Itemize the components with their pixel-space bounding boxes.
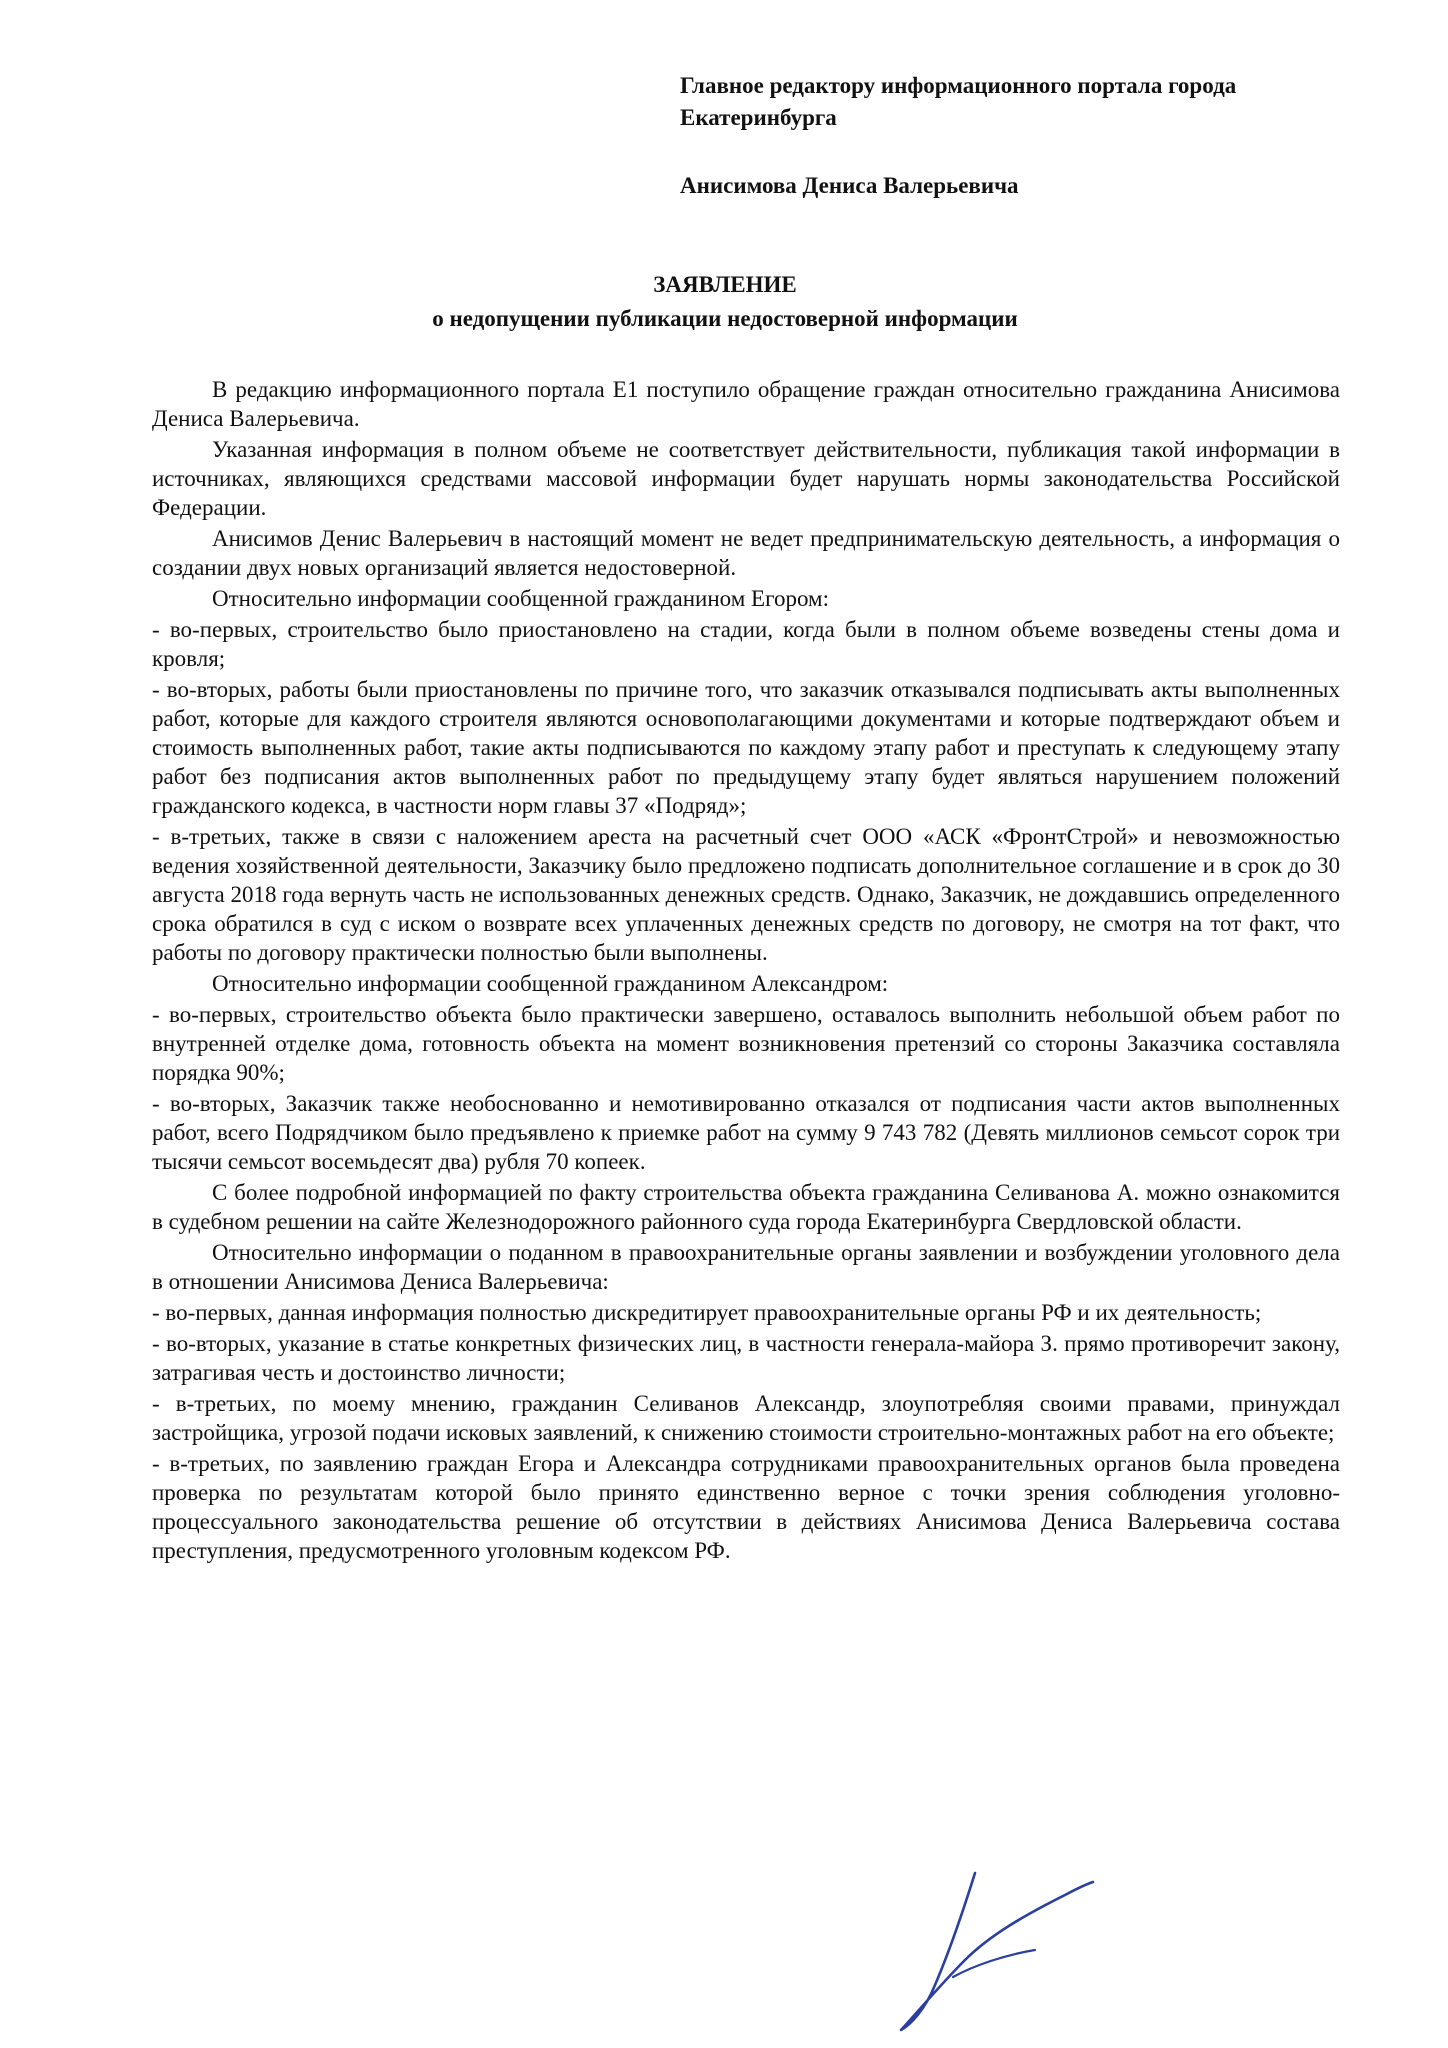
handwritten-signature: [895, 1865, 1095, 2035]
document-title-block: [220, 268, 1230, 336]
signature-stroke: [953, 1950, 1035, 1977]
document-title: ЗАЯВЛЕНИЕ: [653, 272, 797, 297]
signature-stroke: [901, 1873, 1093, 2030]
addressee-line-1: Главное редактору информационного портала города: [680, 73, 1237, 98]
document-subtitle: о недопущении публикации недостоверной информации: [432, 306, 1018, 331]
paragraph: В редакцию информационного портала Е1 поступило обращение граждан относительно гражданина Анисимова Дениса Валерьевича.: [152, 377, 1340, 431]
paragraph: - во-первых, данная информация полностью дискредитирует правоохранительные органы РФ и их деятельность;: [152, 1300, 1262, 1325]
paragraph: - в-третьих, по моему мнению, гражданин Селиванов Александр, злоупотребляя своими правами, принуждал застройщика, угрозой подачи исковых заявлений, к снижению стоимости строительно-монтажных работ на его объекте;: [152, 1391, 1340, 1445]
sender-name: Анисимова Дениса Валерьевича: [680, 173, 1019, 198]
paragraph: Относительно информации сообщенной гражданином Егором:: [212, 586, 829, 611]
document-body: [152, 375, 1340, 1567]
paragraph: - во-вторых, работы были приостановлены по причине того, что заказчик отказывался подписывать акты выполненных работ, которые для каждого строителя являются основополагающими документами и которые подтверждают объем и стоимость выполненных работ, такие акты подписываются по каждому этапу работ и преступать к следующему этапу работ без подписания актов выполненных работ по предыдущему этапу будет являться нарушением положений гражданского кодекса, в частности норм главы 37 «Подряд»;: [152, 677, 1340, 818]
paragraph: Относительно информации о поданном в правоохранительные органы заявлении и возбуждении уголовного дела в отношении Анисимова Дениса Валерьевича:: [152, 1240, 1340, 1294]
addressee-line-2: Екатеринбурга: [680, 105, 837, 130]
paragraph: - во-первых, строительство было приостановлено на стадии, когда были в полном объеме возведены стены дома и кровля;: [152, 617, 1340, 671]
paragraph: - во-вторых, Заказчик также необоснованно и немотивированно отказался от подписания части актов выполненных работ, всего Подрядчиком было предъявлено к приемке работ на сумму 9 743 782 (Девять миллионов семьсот сорок три тысячи семьсот восемьдесят два) рубля 70 копеек.: [152, 1091, 1340, 1174]
paragraph: Указанная информация в полном объеме не соответствует действительности, публикация такой информации в источниках, являющихся средствами массовой информации будет нарушать нормы законодательства Российской Федерации.: [152, 437, 1340, 520]
paragraph: - во-первых, строительство объекта было практически завершено, оставалось выполнить небольшой объем работ по внутренней отделке дома, готовность объекта на момент возникновения претензий со стороны Заказчика составляла порядка 90%;: [152, 1002, 1340, 1085]
paragraph: - в-третьих, по заявлению граждан Егора и Александра сотрудниками правоохранительных органов была проведена проверка по результатам которой было принято единственно верное с точки зрения соблюдения уголовно-процессуального законодательства решение об отсутствии в действиях Анисимова Дениса Валерьевича состава преступления, предусмотренного уголовным кодексом РФ.: [152, 1451, 1340, 1563]
paragraph: - в-третьих, также в связи с наложением ареста на расчетный счет ООО «АСК «ФронтСтрой» и невозможностью ведения хозяйственной деятельности, Заказчику было предложено подписать дополнительное соглашение и в срок до 30 августа 2018 года вернуть часть не использованных денежных средств. Однако, Заказчик, не дождавшись определенного срока обратился в суд с иском о возврате всех уплаченных денежных средств по договору, не смотря на тот факт, что работы по договору практически полностью были выполнены.: [152, 824, 1340, 965]
paragraph: - во-вторых, указание в статье конкретных физических лиц, в частности генерала-майора З. прямо противоречит закону, затрагивая честь и достоинство личности;: [152, 1331, 1340, 1385]
addressee-block: [680, 70, 1360, 202]
paragraph: Относительно информации сообщенной гражданином Александром:: [212, 971, 889, 996]
paragraph: Анисимов Денис Валерьевич в настоящий момент не ведет предпринимательскую деятельность, а информация о создании двух новых организаций является недостоверной.: [152, 526, 1340, 580]
paragraph: С более подробной информацией по факту строительства объекта гражданина Селиванова А. можно ознакомится в судебном решении на сайте Железнодорожного районного суда города Екатеринбурга Свердловской области.: [152, 1180, 1340, 1234]
